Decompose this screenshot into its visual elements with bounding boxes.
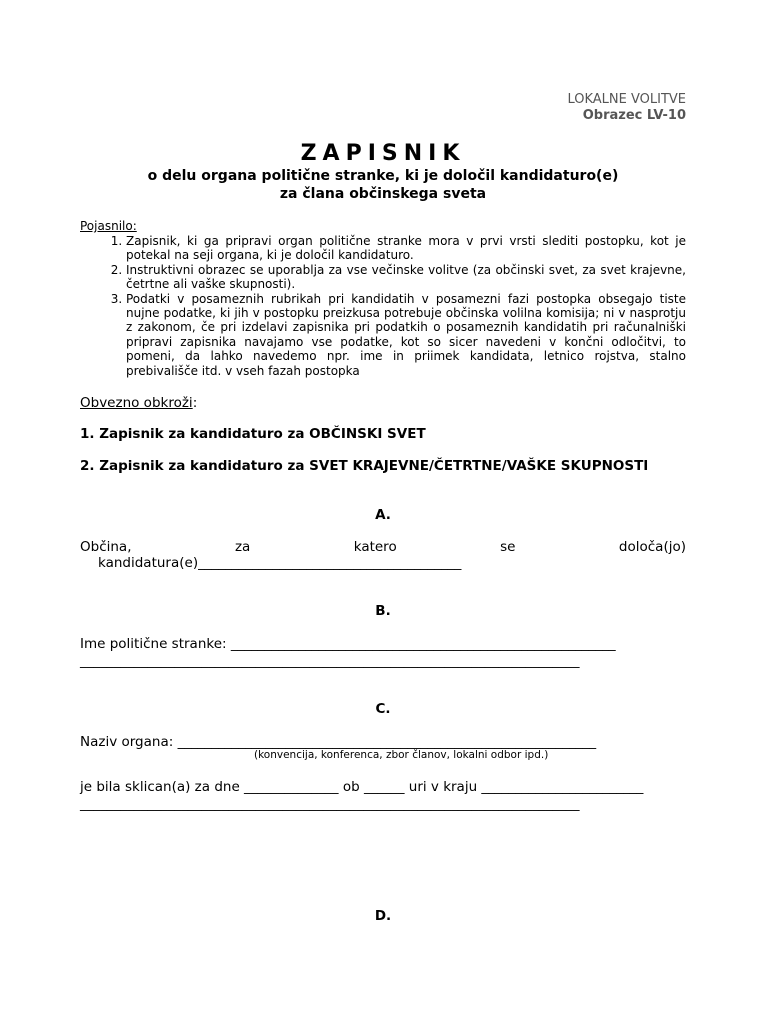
- option-obcinski-svet[interactable]: 1. Zapisnik za kandidaturo za OBČINSKI SVET: [80, 426, 426, 442]
- section-a-line-1: [80, 539, 686, 555]
- convened-details-field[interactable]: je bila sklican(a) za dne ______________ ob ______ uri v kraju ________________________: [80, 779, 644, 795]
- note-item: 2. Instruktivni obrazec se uporablja za vse večinske volitve (za občinski svet, za svet krajevne, četrtne ali vaške skupnosti).: [126, 263, 686, 292]
- document-page: [80, 0, 686, 1024]
- note-item: 1. Zapisnik, ki ga pripravi organ politične stranke mora v prvi vrsti slediti postopku, kot je potekal na seji organa, ki je določil kandidaturo.: [126, 234, 686, 263]
- obvezno-instruction: [80, 395, 197, 411]
- section-a-word: katero: [353, 539, 397, 555]
- convened-details-field-continued[interactable]: __________________________________________________________________________: [80, 796, 580, 812]
- obvezno-label: Obvezno obkroži: [80, 395, 193, 411]
- note-item: 3. Podatki v posameznih rubrikah pri kandidatih v posamezni fazi postopka obsegajo tiste nujne podatke, ki jih v postopku preizkusa potrebuje občinska volilna komisija; ni v nasprotju z zakonom, če pri izdelavi zapisnika pri podatkih o posameznih kandidatih pri računalniški pripravi zapisnika navajamo vse podatke, kot so sicer navedeni v končni odločitvi, to pomeni, da lahko navedemo npr. ime in priimek kandidata, letnico rojstva, stalno prebivališče itd. v vseh fazah postopka: [126, 292, 686, 378]
- party-name-field[interactable]: Ime politične stranke: _________________________________________________________: [80, 636, 616, 652]
- document-subtitle: [80, 167, 686, 203]
- election-label: LOKALNE VOLITVE: [567, 92, 686, 107]
- form-header: [567, 92, 686, 124]
- subtitle-line-2: za člana občinskega sveta: [279, 186, 487, 202]
- notes-list: [80, 234, 686, 378]
- document-title: ZAPISNIK: [300, 141, 466, 166]
- section-a-label: A.: [375, 507, 391, 523]
- obvezno-colon: :: [192, 395, 198, 411]
- notes-heading: Pojasnilo:: [80, 219, 137, 233]
- section-b-label: B.: [375, 603, 391, 619]
- organ-name-hint: (konvencija, konferenca, zbor članov, lokalni odbor ipd.): [254, 749, 549, 761]
- form-id: Obrazec LV-10: [582, 108, 686, 123]
- section-a-word: Občina,: [80, 539, 132, 555]
- subtitle-line-1: o delu organa politične stranke, ki je določil kandidaturo(e): [147, 168, 619, 184]
- section-a-word: se: [500, 539, 516, 555]
- organ-name-field[interactable]: Naziv organa: ______________________________________________________________: [80, 734, 597, 750]
- section-c-label: C.: [375, 701, 391, 717]
- section-a-word: določa(jo): [618, 539, 686, 555]
- party-name-field-continued[interactable]: __________________________________________________________________________: [80, 653, 580, 669]
- option-svet-skupnosti[interactable]: 2. Zapisnik za kandidaturo za SVET KRAJEVNE/ČETRTNE/VAŠKE SKUPNOSTI: [80, 458, 649, 474]
- section-a-word: za: [234, 539, 251, 555]
- section-d-label: D.: [374, 908, 392, 924]
- kandidatura-field[interactable]: kandidatura(e)_______________________________________: [98, 555, 462, 571]
